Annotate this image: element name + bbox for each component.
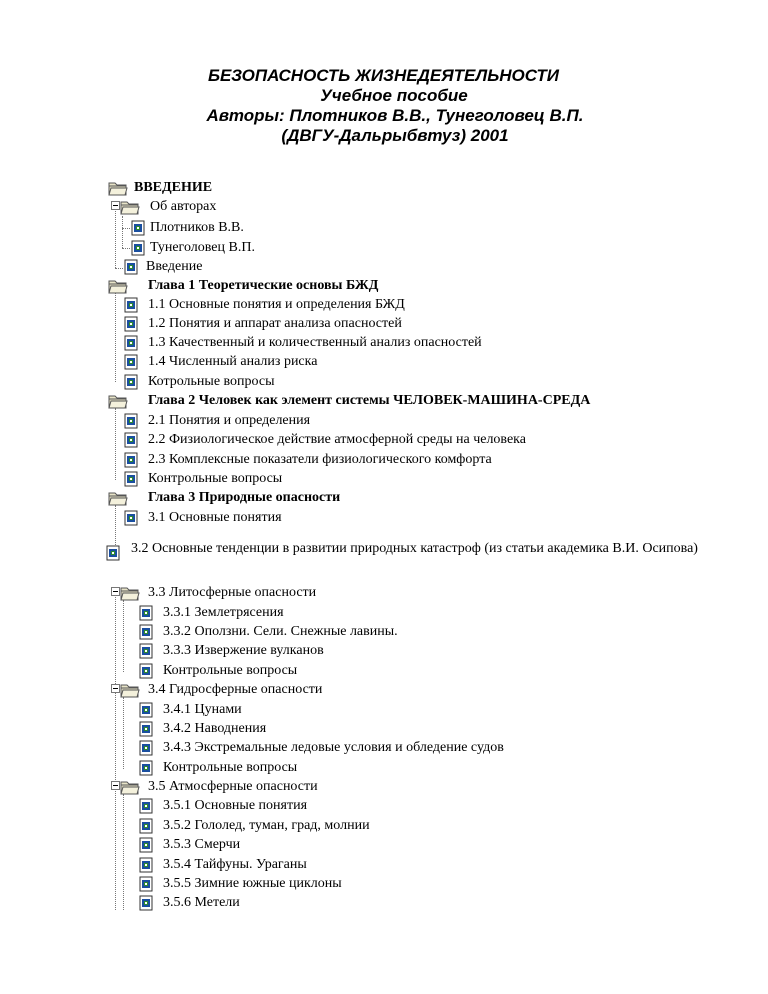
toc-label: 3.4 Гидросферные опасности <box>148 682 323 697</box>
toc-label: Контрольные вопросы <box>163 663 298 678</box>
toc-label: 2.2 Физиологическое действие атмосферной среды на человека <box>148 432 526 447</box>
page-icon <box>124 413 138 429</box>
folder-icon <box>108 490 128 506</box>
page-icon <box>124 335 138 351</box>
toc-label: 1.3 Качественный и количественный анализ опасностей <box>148 335 482 350</box>
toc-label: 3.5.2 Гололед, туман, град, молнии <box>163 818 370 833</box>
toc-label: 3.4.2 Наводнения <box>163 721 267 736</box>
page-icon <box>139 663 153 679</box>
toc-label: Контрольные вопросы <box>148 471 283 486</box>
toc-label: 3.5.6 Метели <box>163 895 240 910</box>
folder-icon <box>120 585 140 601</box>
folder-icon <box>108 393 128 409</box>
page-icon <box>139 760 153 776</box>
toc-label: 2.1 Понятия и определения <box>148 413 311 428</box>
page-icon <box>139 895 153 911</box>
minus-box-icon[interactable] <box>111 587 120 596</box>
document-title: БЕЗОПАСНОСТЬ ЖИЗНЕДЕЯТЕЛЬНОСТИ <box>207 66 559 85</box>
page-icon <box>124 259 138 275</box>
page-icon <box>139 876 153 892</box>
tree-connector <box>123 794 124 910</box>
toc-label: 1.1 Основные понятия и определения БЖД <box>148 297 405 312</box>
page-icon <box>139 740 153 756</box>
page-icon <box>139 605 153 621</box>
page-icon <box>139 702 153 718</box>
toc-label: Контрольные вопросы <box>163 760 298 775</box>
page-icon <box>139 721 153 737</box>
folder-icon <box>120 779 140 795</box>
toc-label: Плотников В.В. <box>150 220 244 235</box>
toc-label: 3.3.2 Оползни. Сели. Снежные лавины. <box>163 624 398 639</box>
page-icon <box>124 374 138 390</box>
page-icon <box>139 624 153 640</box>
tree-connector <box>122 248 130 249</box>
tree-connector <box>115 590 116 910</box>
page-icon <box>139 643 153 659</box>
page-icon <box>131 240 145 256</box>
page-icon <box>124 510 138 526</box>
toc-label: Глава 3 Природные опасности <box>148 490 341 505</box>
tree-connector <box>123 600 124 672</box>
page-icon <box>124 471 138 487</box>
toc-item-3-2[interactable] <box>106 539 726 558</box>
toc-label: 3.1 Основные понятия <box>148 510 282 525</box>
tree-connector <box>115 408 116 480</box>
page-icon <box>124 297 138 313</box>
folder-icon <box>120 682 140 698</box>
minus-box-icon[interactable] <box>111 684 120 693</box>
toc-label: 3.3.3 Извержение вулканов <box>163 643 324 658</box>
page-icon <box>124 432 138 448</box>
toc-label: Об авторах <box>150 199 217 214</box>
document-authors: Авторы: Плотников В.В., Тунеголовец В.П. <box>206 106 584 125</box>
document-subtitle: Учебное пособие <box>320 86 468 105</box>
toc-label: 3.5.5 Зимние южные циклоны <box>163 876 342 891</box>
toc-label: 3.5.4 Тайфуны. Ураганы <box>163 857 307 872</box>
toc-label: 2.3 Комплексные показатели физиологического комфорта <box>148 452 492 467</box>
toc-label: 3.5.3 Смерчи <box>163 837 241 852</box>
page-icon <box>106 545 120 561</box>
toc-label: 3.4.3 Экстремальные ледовые условия и обледение судов <box>163 740 504 755</box>
page-icon <box>124 316 138 332</box>
toc-label: 3.3.1 Землетрясения <box>163 605 284 620</box>
toc-label: Тунеголовец В.П. <box>150 240 255 255</box>
toc-label: Котрольные вопросы <box>148 374 275 389</box>
tree-connector <box>122 216 123 248</box>
folder-icon <box>108 180 128 196</box>
minus-box-icon[interactable] <box>111 781 120 790</box>
tree-connector <box>123 697 124 769</box>
page-icon <box>139 798 153 814</box>
tree-connector <box>115 292 116 382</box>
toc-label: 3.3 Литосферные опасности <box>148 585 317 600</box>
toc-label: Введение <box>146 259 203 274</box>
toc-label: 3.2 Основные тенденции в развитии природных катастроф (из статьи академика В.И. Осипова) <box>131 541 698 556</box>
tree-connector <box>122 228 130 229</box>
folder-icon <box>108 278 128 294</box>
document-publisher: (ДВГУ-Дальрыбвтуз) 2001 <box>281 126 509 145</box>
page-icon <box>139 857 153 873</box>
page-icon <box>124 354 138 370</box>
page-icon <box>124 452 138 468</box>
page-icon <box>131 220 145 236</box>
toc-label: Глава 1 Теоретические основы БЖД <box>148 278 379 293</box>
tree-connector <box>115 268 123 269</box>
page-icon <box>139 837 153 853</box>
page-icon <box>139 818 153 834</box>
folder-icon <box>120 199 140 215</box>
minus-box-icon[interactable] <box>111 201 120 210</box>
tree-connector <box>115 204 116 268</box>
toc-label: ВВЕДЕНИЕ <box>134 180 213 195</box>
toc-label: 1.4 Численный анализ риска <box>148 354 318 369</box>
toc-label: 3.5.1 Основные понятия <box>163 798 308 813</box>
toc-label: Глава 2 Человек как элемент системы ЧЕЛОВЕК-МАШИНА-СРЕДА <box>148 393 591 408</box>
toc-label: 3.5 Атмосферные опасности <box>148 779 318 794</box>
toc-label: 1.2 Понятия и аппарат анализа опасностей <box>148 316 402 331</box>
toc-label: 3.4.1 Цунами <box>163 702 242 717</box>
